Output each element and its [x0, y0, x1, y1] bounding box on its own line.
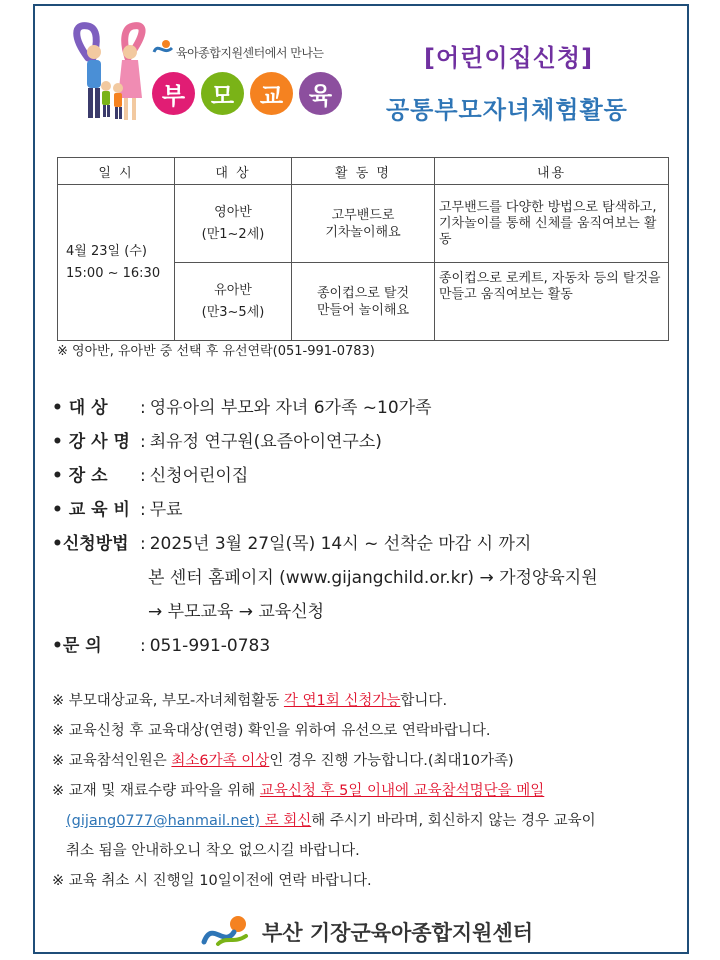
parent-education-circles [152, 72, 342, 115]
header [68, 18, 668, 133]
note-1 [52, 686, 596, 716]
note-2: ※ 교육신청 후 교육대상(연령) 확인을 위하여 유선으로 연락바랍니다. [52, 723, 491, 739]
info-place: • 장 소 : 신청어린이집 [52, 466, 249, 486]
header-date: 일 시 [58, 158, 175, 185]
circle-char-3: 교 [250, 72, 293, 115]
info-lecturer: • 강 사 명 : 최유정 연구원(요즘아이연구소) [52, 432, 382, 452]
target-age: (만3~5세) [201, 304, 265, 320]
header-activity: 활 동 명 [292, 158, 435, 185]
notes-section [52, 686, 596, 896]
info-apply-label: 신청방법 [62, 534, 129, 554]
note-4 [52, 776, 596, 806]
activity-cell [292, 185, 435, 263]
info-contact: •문 의 : 051-991-0783 [52, 636, 271, 656]
target-name: 유아반 [214, 282, 252, 298]
title-line-2: 공통부모자녀체험활동 [386, 96, 628, 124]
activity-cell [292, 263, 435, 341]
note-3-text: ※ 교육참석인원은 [52, 753, 172, 769]
table-row [58, 185, 669, 263]
info-target: • 대 상 : 영유아의 부모와 자녀 6가족 ~10가족 [52, 398, 432, 418]
info-fee-value: 무료 [149, 500, 183, 520]
note-3-highlight: 최소6가족 이상 [171, 753, 270, 769]
note-4-cont-2: 취소 됨을 안내하오니 착오 없으시길 바랍니다. [66, 843, 360, 859]
table-header-row [58, 158, 669, 185]
center-logo-icon [200, 914, 252, 950]
footer [200, 914, 533, 950]
target-age: (만1~2세) [201, 226, 265, 242]
content-cell: 종이컵으로 로케트, 자동차 등의 탈것을 만들고 움직여보는 활동 [435, 263, 669, 341]
title-line-1: [어린이집신청] [424, 44, 594, 72]
info-place-value: 신청어린이집 [149, 466, 249, 486]
schedule-table [57, 157, 669, 341]
target-name: 영아반 [214, 204, 252, 220]
info-lecturer-label: 강 사 명 [68, 432, 130, 452]
info-fee-label: 교 육 비 [68, 500, 130, 520]
time-text: 15:00 ~ 16:30 [66, 265, 161, 281]
note-1-end: 합니다. [400, 693, 448, 709]
info-apply: •신청방법 : 2025년 3월 27일(목) 14시 ~ 선착순 마감 시 까지 [52, 534, 532, 554]
target-cell [175, 263, 292, 341]
info-place-label: 장 소 [68, 466, 108, 486]
date-text: 4월 23일 (수) [66, 243, 147, 259]
info-target-label: 대 상 [68, 398, 108, 418]
content-cell: 고무밴드를 다양한 방법으로 탐색하고, 기차놀이를 통해 신체를 움직여보는 활동 [435, 185, 669, 263]
circle-char-2: 모 [201, 72, 244, 115]
activity-line-1: 종이컵으로 탈것 [316, 285, 410, 301]
note-3-end: 인 경우 진행 가능합니다.(최대10가족) [269, 753, 514, 769]
info-fee: • 교 육 비 : 무료 [52, 500, 183, 520]
note-3 [52, 746, 596, 776]
info-apply-value: 2025년 3월 27일(목) 14시 ~ 선착순 마감 시 까지 [149, 534, 532, 554]
circle-char-1: 부 [152, 72, 195, 115]
activity-line-1: 고무밴드로 [331, 207, 395, 223]
note-4-end: 해 주시기 바라며, 회신하지 않는 경우 교육이 [311, 813, 596, 829]
target-cell [175, 185, 292, 263]
note-4-highlight-2: 로 회신 [260, 813, 312, 829]
note-5: ※ 교육 취소 시 진행일 10일이전에 연락 바랍니다. [52, 873, 372, 889]
header-target: 대 상 [175, 158, 292, 185]
info-target-value: 영유아의 부모와 자녀 6가족 ~10가족 [149, 398, 432, 418]
activity-line-2: 기차놀이해요 [325, 224, 401, 240]
footer-org-name: 부산 기장군육아종합지원센터 [262, 921, 534, 945]
email-link[interactable]: (gijang0777@hanmail.net) [66, 813, 260, 829]
info-contact-value: 051-991-0783 [149, 636, 271, 656]
info-lecturer-value: 최유정 연구원(요즘아이연구소) [149, 432, 382, 452]
activity-line-2: 만들어 놀이해요 [316, 302, 410, 318]
note-4-text: ※ 교재 및 재료수량 파악을 위해 [52, 783, 260, 799]
note-1-text: ※ 부모대상교육, 부모-자녀체험활동 [52, 693, 284, 709]
note-4-cont [52, 806, 596, 836]
center-logo-icon [152, 38, 174, 58]
header-content: 내용 [435, 158, 669, 185]
info-contact-label: 문 의 [62, 636, 102, 656]
table-note: ※ 영아반, 유아반 중 선택 후 유선연락(051-991-0783) [57, 344, 375, 359]
center-logo-small [152, 38, 174, 62]
header-subtitle: 육아종합지원센터에서 만나는 [176, 46, 324, 60]
note-4-highlight: 교육신청 후 5일 이내에 교육참석명단을 메일 [259, 783, 545, 799]
note-1-highlight: 각 연1회 신청가능 [283, 693, 401, 709]
info-apply-line2: 본 센터 홈페이지 (www.gijangchild.or.kr) → 가정양육지원 [148, 568, 598, 588]
circle-char-4: 육 [299, 72, 342, 115]
date-time-cell [58, 185, 175, 341]
family-illustration [68, 18, 158, 128]
info-apply-line3: → 부모교육 → 교육신청 [148, 602, 325, 622]
